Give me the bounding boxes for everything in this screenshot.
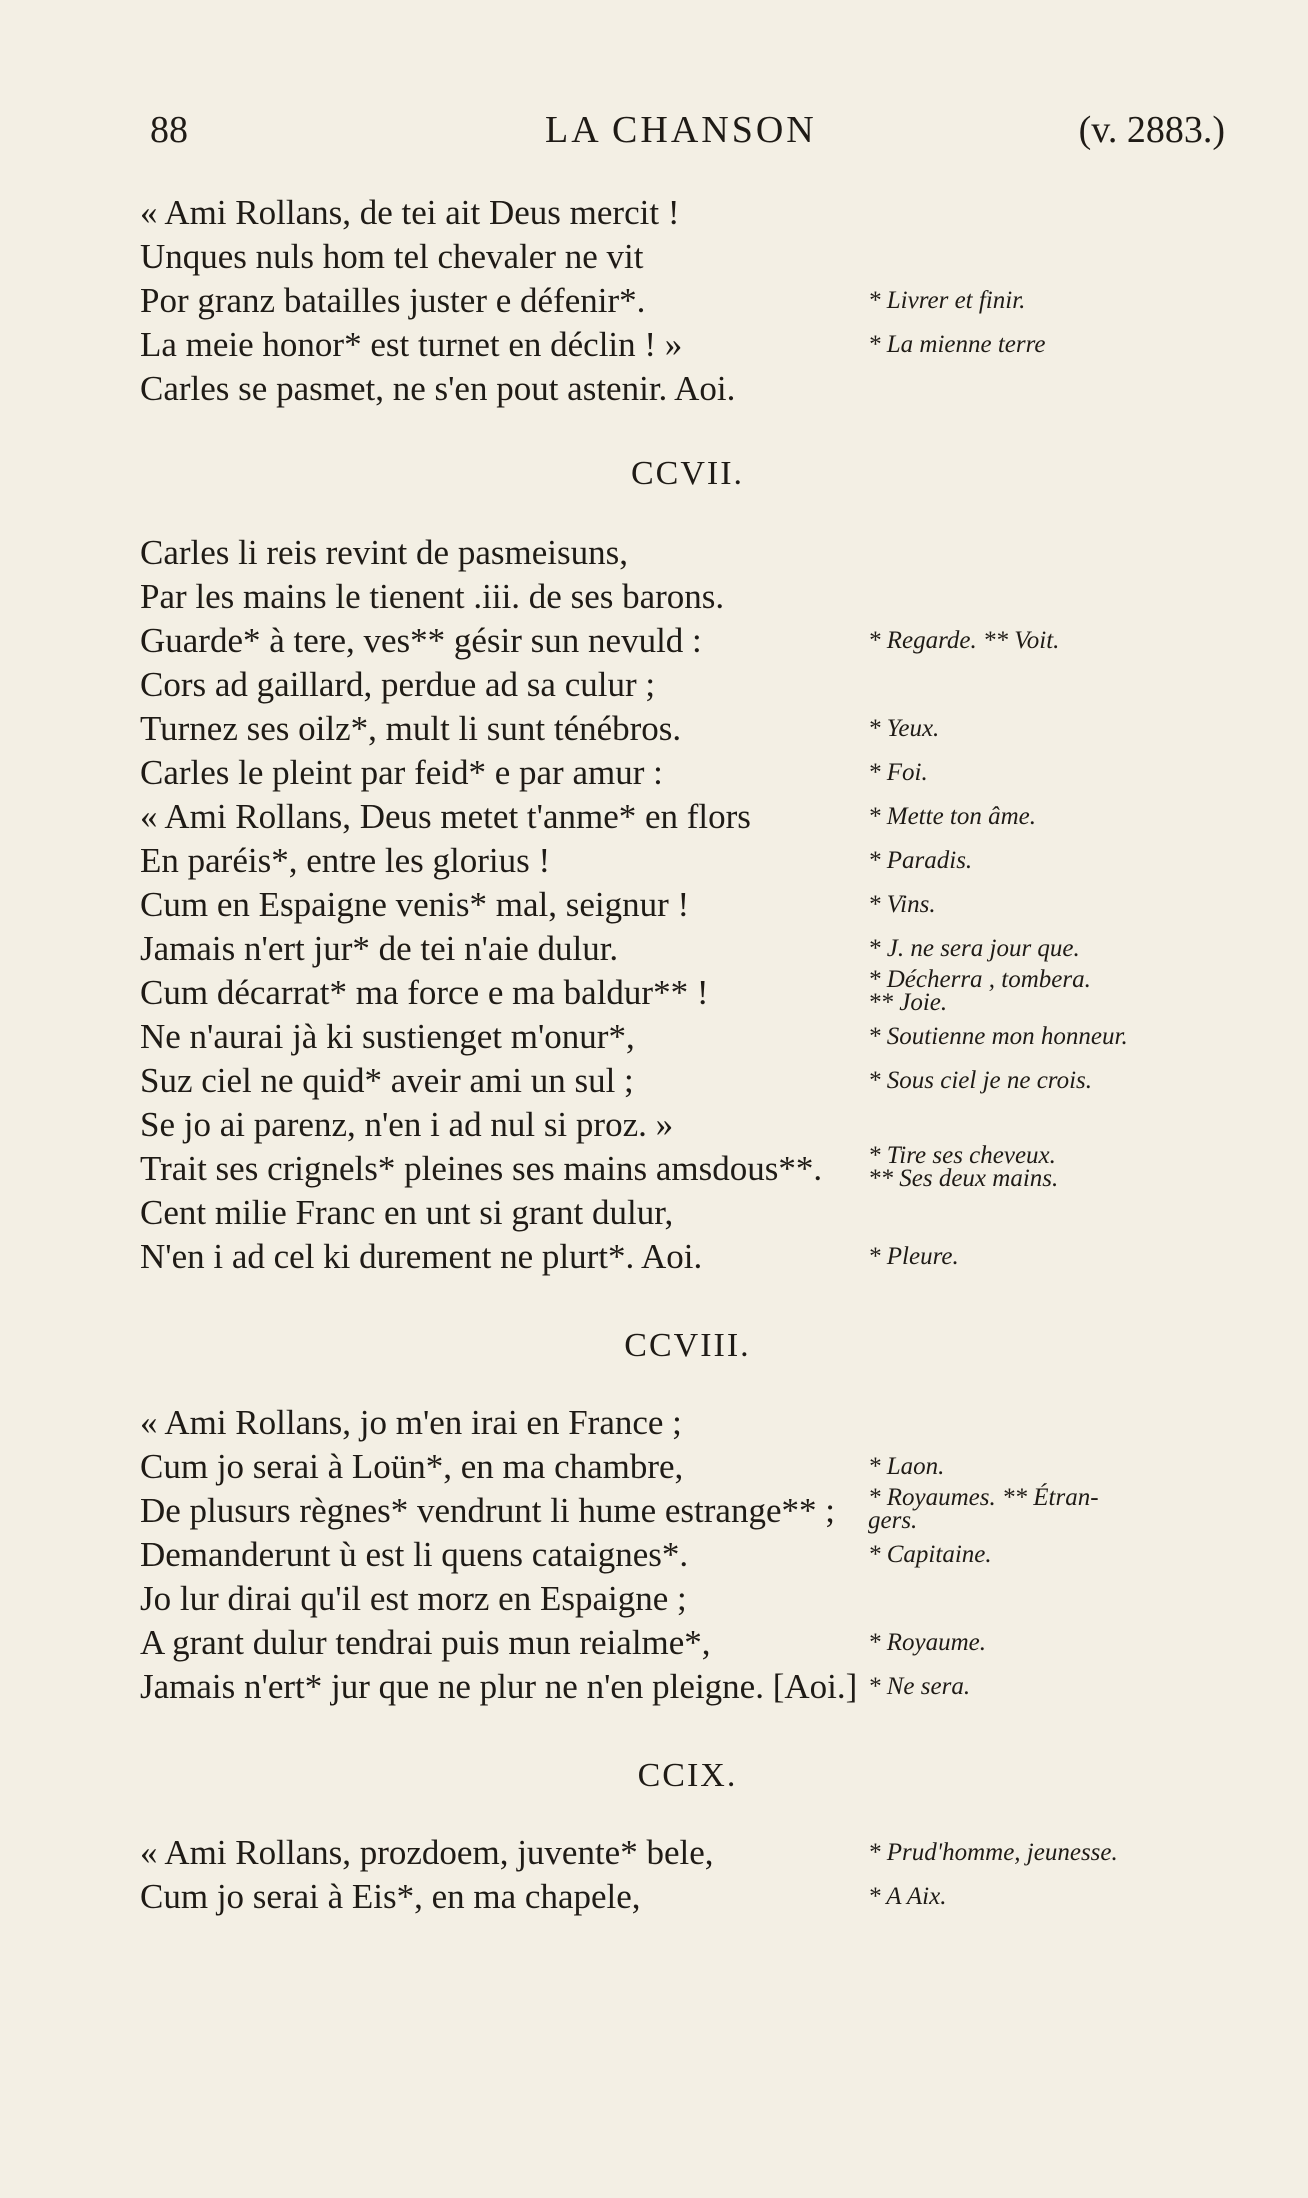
- verse-text: Cum décarrat* ma force e ma baldur** !: [140, 973, 709, 1012]
- gloss-note-line: * Livrer et finir.: [868, 287, 1026, 314]
- verse-text: Trait ses crignels* pleines ses mains amsdous**.: [140, 1149, 823, 1188]
- verse-text: Cent milie Franc en unt si grant dulur,: [140, 1193, 674, 1232]
- gloss-note-line: * Tire ses cheveux.: [868, 1142, 1056, 1169]
- verse-reference: (v. 2883.): [1078, 109, 1225, 151]
- verse-line: [140, 1664, 1270, 1710]
- gloss-note-line: * Pleure.: [868, 1243, 959, 1270]
- gloss-note-line: * Décherra , tombera.: [868, 966, 1091, 993]
- verse-text: Ne n'aurai jà ki sustienget m'onur*,: [140, 1017, 635, 1056]
- verse-line: [140, 1532, 1270, 1578]
- verse-line: [140, 1058, 1270, 1104]
- verse-line: [140, 574, 1270, 620]
- gloss-note: [868, 1058, 1092, 1104]
- gloss-note-line: * Prud'homme, jeunesse.: [868, 1839, 1118, 1866]
- verse-line: [140, 1102, 1270, 1148]
- gloss-note: [868, 838, 972, 884]
- verse-line: [140, 1484, 1270, 1534]
- gloss-note-line: * Royaume.: [868, 1629, 987, 1656]
- verse-text: Jo lur dirai qu'il est morz en Espaigne ;: [140, 1579, 687, 1618]
- running-title: LA CHANSON: [545, 109, 817, 151]
- gloss-note: [868, 1486, 1099, 1532]
- verse-line: [140, 618, 1270, 664]
- verse-text: Jamais n'ert jur* de tei n'aie dulur.: [140, 929, 619, 968]
- section-heading: CCVII.: [630, 455, 745, 492]
- gloss-note-line: * Royaumes. ** Étran-: [868, 1484, 1099, 1511]
- verse-line: [140, 1142, 1270, 1192]
- gloss-note: [868, 882, 936, 928]
- verse-text: Cum jo serai à Loün*, en ma chambre,: [140, 1447, 684, 1486]
- gloss-note-line: * Vins.: [868, 891, 936, 918]
- gloss-note: [868, 1014, 1128, 1060]
- verse-text: Guarde* à tere, ves** gésir sun nevuld :: [140, 621, 702, 660]
- verse-line: [140, 1830, 1270, 1876]
- verse-line: [140, 706, 1270, 752]
- verse-line: [140, 530, 1270, 576]
- gloss-note: [868, 1144, 1058, 1190]
- gloss-note: [868, 1234, 959, 1280]
- verse-text: La meie honor* est turnet en déclin ! »: [140, 325, 683, 364]
- gloss-note-line: gers.: [868, 1507, 918, 1534]
- verse-line: [140, 1620, 1270, 1666]
- gloss-note: [868, 1874, 946, 1920]
- gloss-note: [868, 794, 1036, 840]
- gloss-note-line: * Sous ciel je ne crois.: [868, 1067, 1093, 1094]
- gloss-note: [868, 322, 1046, 368]
- verse-line: [140, 1014, 1270, 1060]
- verse-text: Carles li reis revint de pasmeisuns,: [140, 533, 628, 572]
- section-heading: CCIX.: [637, 1757, 738, 1794]
- gloss-note: [868, 968, 1091, 1014]
- running-header: [150, 108, 1225, 158]
- verse-line: [140, 1874, 1270, 1920]
- gloss-note: [868, 1620, 986, 1666]
- verse-text: Suz ciel ne quid* aveir ami un sul ;: [140, 1061, 634, 1100]
- verse-text: « Ami Rollans, jo m'en irai en France ;: [140, 1403, 682, 1442]
- gloss-note-line: ** Ses deux mains.: [868, 1165, 1059, 1192]
- gloss-note: [868, 1664, 970, 1710]
- verse-line: [140, 926, 1270, 972]
- verse-line: [140, 234, 1270, 280]
- verse-text: De plusurs règnes* vendrunt li hume estrange** ;: [140, 1491, 835, 1530]
- verse-line: [140, 1400, 1270, 1446]
- verse-text: Cors ad gaillard, perdue ad sa culur ;: [140, 665, 656, 704]
- verse-line: [140, 322, 1270, 368]
- gloss-note-line: ** Joie.: [868, 989, 948, 1016]
- gloss-note: [868, 750, 928, 796]
- verse-text: Carles le pleint par feid* e par amur :: [140, 753, 663, 792]
- gloss-note-line: * Paradis.: [868, 847, 973, 874]
- verse-text: Por granz batailles juster e défenir*.: [140, 281, 646, 320]
- gloss-note-line: * Ne sera.: [868, 1673, 971, 1700]
- gloss-note: [868, 1532, 992, 1578]
- gloss-note: [868, 278, 1025, 324]
- verse-line: [140, 1444, 1270, 1490]
- verse-text: Par les mains le tienent .iii. de ses barons.: [140, 577, 725, 616]
- verse-line: [140, 794, 1270, 840]
- verse-text: Cum en Espaigne venis* mal, seignur !: [140, 885, 690, 924]
- verse-text: Carles se pasmet, ne s'en pout astenir. Aoi.: [140, 369, 736, 408]
- verse-text: Cum jo serai à Eis*, en ma chapele,: [140, 1877, 641, 1916]
- gloss-note: [868, 1830, 1118, 1876]
- gloss-note-line: * J. ne sera jour que.: [868, 935, 1080, 962]
- verse-text: Se jo ai parenz, n'en i ad nul si proz. »: [140, 1105, 674, 1144]
- verse-text: Demanderunt ù est li quens cataignes*.: [140, 1535, 689, 1574]
- verse-text: Turnez ses oilz*, mult li sunt ténébros.: [140, 709, 682, 748]
- verse-text: N'en i ad cel ki durement ne plurt*. Aoi.: [140, 1237, 703, 1276]
- verse-text: Unques nuls hom tel chevaler ne vit: [140, 237, 644, 276]
- verse-line: [140, 882, 1270, 928]
- gloss-note-line: * Capitaine.: [868, 1541, 992, 1568]
- verse-line: [140, 1190, 1270, 1236]
- gloss-note-line: * Yeux.: [868, 715, 940, 742]
- verse-line: [140, 190, 1270, 236]
- verse-line: [140, 1576, 1270, 1622]
- section-heading: CCVIII.: [624, 1327, 751, 1364]
- gloss-note-line: * Soutienne mon honneur.: [868, 1023, 1128, 1050]
- verse-text: « Ami Rollans, Deus metet t'anme* en flors: [140, 797, 751, 836]
- verse-line: [140, 750, 1270, 796]
- gloss-note-line: * Foi.: [868, 759, 928, 786]
- gloss-note-line: * A Aix.: [868, 1883, 947, 1910]
- gloss-note-line: * La mienne terre: [868, 331, 1046, 358]
- page-number: 88: [150, 109, 188, 151]
- verse-line: [140, 966, 1270, 1016]
- verse-text: A grant dulur tendrai puis mun reialme*,: [140, 1623, 711, 1662]
- gloss-note: [868, 618, 1059, 664]
- gloss-note: [868, 706, 939, 752]
- verse-text: Jamais n'ert* jur que ne plur ne n'en pleigne. [Aoi.]: [140, 1667, 858, 1706]
- gloss-note-line: * Laon.: [868, 1453, 945, 1480]
- verse-line: [140, 662, 1270, 708]
- verse-text: « Ami Rollans, de tei ait Deus mercit !: [140, 193, 680, 232]
- gloss-note-line: * Mette ton âme.: [868, 803, 1037, 830]
- verse-text: « Ami Rollans, prozdoem, juvente* bele,: [140, 1833, 714, 1872]
- verse-line: [140, 1234, 1270, 1280]
- verse-line: [140, 366, 1270, 412]
- verse-line: [140, 278, 1270, 324]
- gloss-note-line: * Regarde. ** Voit.: [868, 627, 1060, 654]
- verse-line: [140, 838, 1270, 884]
- verse-text: En paréis*, entre les glorius !: [140, 841, 551, 880]
